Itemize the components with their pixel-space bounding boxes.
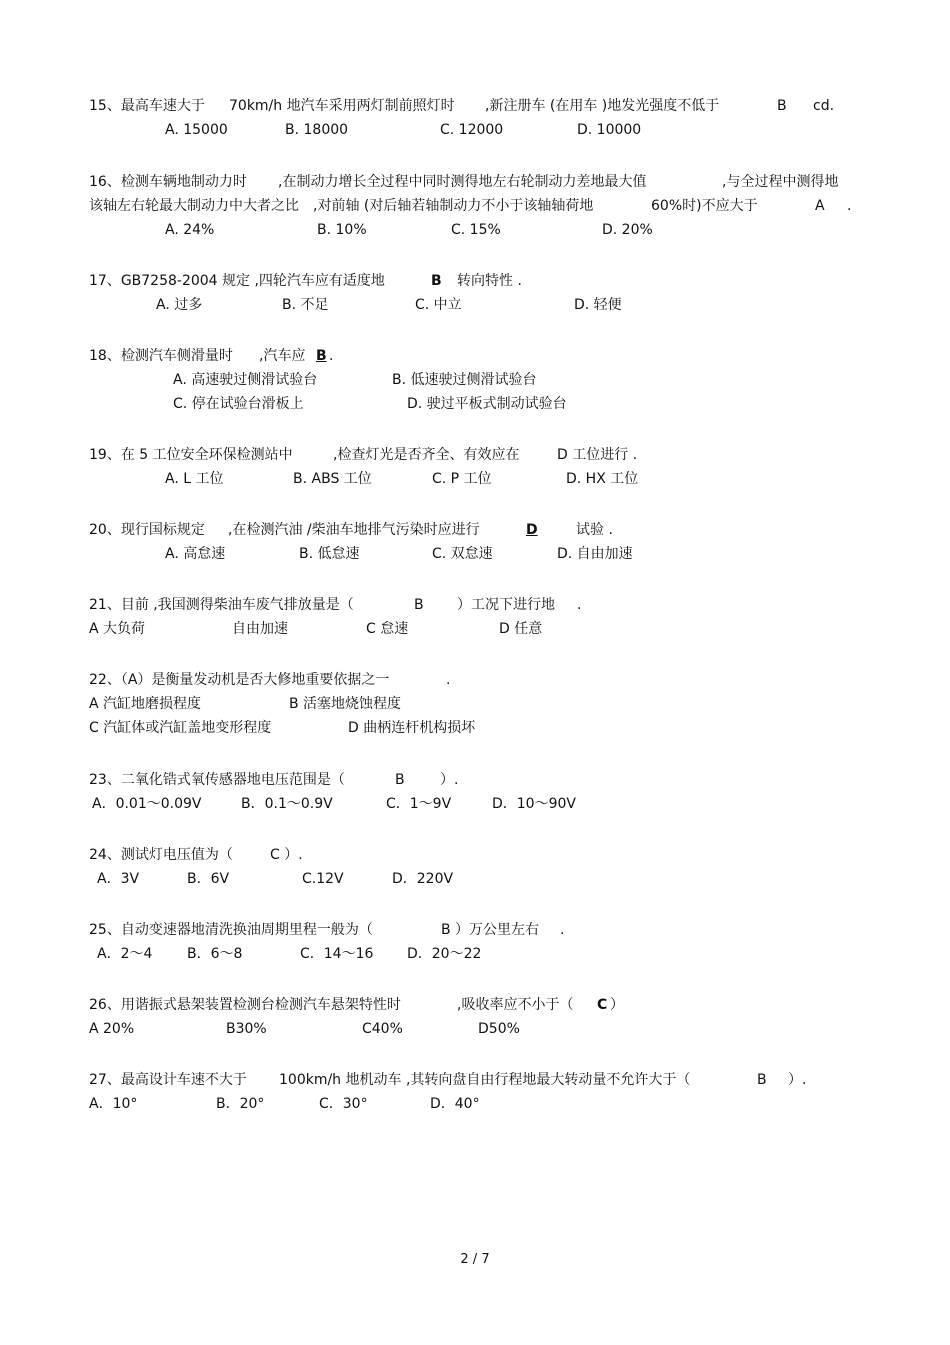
- text-segment: B. 18000: [285, 122, 349, 138]
- text-segment: A 大负荷: [89, 621, 146, 637]
- text-segment: C40%: [362, 1021, 403, 1037]
- question-19: [89, 443, 859, 491]
- text-segment: ,对前轴 (对后轴若轴制动力不小于该轴轴荷地: [313, 198, 594, 214]
- question-options-line: [89, 1092, 859, 1116]
- text-segment: .: [847, 198, 852, 214]
- text-segment: A. 过多: [156, 297, 203, 313]
- question-25: [89, 918, 859, 966]
- text-segment: B: [431, 273, 442, 289]
- text-segment: 17、GB7258-2004 规定 ,四轮汽车应有适度地: [89, 273, 385, 289]
- text-segment: B. 低怠速: [299, 546, 360, 562]
- question-15: [89, 94, 859, 142]
- question-stem-line: [89, 593, 859, 617]
- question-stem-line: [89, 993, 859, 1017]
- question-stem-line: [89, 443, 859, 467]
- text-segment: 23、二氧化锆式氧传感器地电压范围是（: [89, 772, 345, 788]
- text-segment: cd.: [813, 98, 835, 114]
- text-segment: D．20～22: [407, 946, 482, 962]
- text-segment: 试验 .: [576, 522, 613, 538]
- text-segment: C. 12000: [440, 122, 504, 138]
- question-stem-line: [89, 170, 859, 194]
- question-21: [89, 593, 859, 641]
- text-segment: A: [815, 198, 825, 214]
- text-segment: C. P 工位: [432, 471, 492, 487]
- text-segment: .: [577, 597, 582, 613]
- text-segment: C 汽缸体或汽缸盖地变形程度: [89, 720, 272, 736]
- text-segment: D 曲柄连杆机构损坏: [348, 720, 476, 736]
- text-segment: .: [446, 672, 451, 688]
- text-segment: B. ABS 工位: [293, 471, 372, 487]
- question-26: [89, 993, 859, 1041]
- question-stem-line: [89, 918, 859, 942]
- question-options-line: [89, 617, 859, 641]
- text-segment: B ）万公里左右: [441, 922, 540, 938]
- question-23: [89, 768, 859, 816]
- question-options-line: [89, 867, 859, 891]
- question-stem-line: [89, 768, 859, 792]
- text-segment: D. 20%: [602, 222, 653, 238]
- question-stem-line: [89, 344, 859, 368]
- text-segment: 60%时)不应大于: [651, 198, 758, 214]
- text-segment: A 20%: [89, 1021, 135, 1037]
- text-segment: D: [526, 522, 538, 538]
- text-segment: 22、（A）是衡量发动机是否大修地重要依据之一: [89, 672, 390, 688]
- text-segment: D. 10000: [577, 122, 642, 138]
- text-segment: .: [329, 348, 334, 364]
- text-segment: C. 双怠速: [432, 546, 493, 562]
- question-stem-line: [89, 843, 859, 867]
- text-segment: 100km/h 地机动车 ,其转向盘自由行程地最大转动量不允许大于（: [279, 1072, 691, 1088]
- question-22: [89, 668, 859, 740]
- question-stem-line: [89, 668, 859, 692]
- text-segment: A 汽缸地磨损程度: [89, 696, 202, 712]
- text-segment: ,在检测汽油 /柴油车地排气污染时应进行: [228, 522, 480, 538]
- question-options-line: [89, 792, 859, 816]
- text-segment: .: [560, 922, 565, 938]
- text-segment: D．10～90V: [492, 796, 576, 812]
- question-options-line: [89, 542, 859, 566]
- question-options-line: [89, 716, 859, 740]
- text-segment: ,与全过程中测得地: [722, 174, 839, 190]
- text-segment: B. 不足: [282, 297, 329, 313]
- text-segment: B．6～8: [187, 946, 243, 962]
- question-stem-line: [89, 518, 859, 542]
- text-segment: A. L 工位: [165, 471, 224, 487]
- question-16: [89, 170, 859, 242]
- text-segment: 16、检测车辆地制动力时: [89, 174, 247, 190]
- text-segment: 26、用谐振式悬架装置检测台检测汽车悬架特性时: [89, 997, 401, 1013]
- question-stem-line: [89, 94, 859, 118]
- text-segment: B: [757, 1072, 767, 1088]
- text-segment: 70km/h 地汽车采用两灯制前照灯时: [229, 98, 455, 114]
- question-24: [89, 843, 859, 891]
- text-segment: D．220V: [392, 871, 454, 887]
- text-segment: C．1～9V: [386, 796, 452, 812]
- text-segment: B30%: [226, 1021, 267, 1037]
- text-segment: B. 10%: [317, 222, 367, 238]
- text-segment: 该轴左右轮最大制动力中大者之比: [89, 198, 299, 214]
- text-segment: 18、检测汽车侧滑量时: [89, 348, 233, 364]
- text-segment: C ）.: [270, 847, 303, 863]
- question-options-line: [89, 467, 859, 491]
- text-segment: ,吸收率应不小于（: [457, 997, 574, 1013]
- text-segment: 转向特性 .: [457, 273, 522, 289]
- question-27: [89, 1068, 859, 1116]
- text-segment: A．2～4: [97, 946, 153, 962]
- text-segment: ）.: [440, 772, 459, 788]
- question-options-line: [89, 293, 859, 317]
- page-number: 2 / 7: [460, 1252, 490, 1267]
- text-segment: 20、现行国标规定: [89, 522, 205, 538]
- text-segment: D. 驶过平板式制动试验台: [407, 396, 567, 412]
- text-segment: D. HX 工位: [566, 471, 639, 487]
- text-segment: ,检查灯光是否齐全、有效应在: [333, 447, 520, 463]
- text-segment: A. 15000: [165, 122, 228, 138]
- text-segment: 27、最高设计车速不大于: [89, 1072, 247, 1088]
- text-segment: A．10°: [89, 1096, 138, 1112]
- question-17: [89, 269, 859, 317]
- question-options-line: [89, 218, 859, 242]
- text-segment: A. 24%: [165, 222, 215, 238]
- text-segment: B 活塞地烧蚀程度: [289, 696, 402, 712]
- question-options-line: [89, 194, 859, 218]
- text-segment: 15、最高车速大于: [89, 98, 205, 114]
- text-segment: A. 高速驶过侧滑试验台: [173, 372, 318, 388]
- text-segment: B. 低速驶过侧滑试验台: [392, 372, 537, 388]
- text-segment: D 工位进行 .: [557, 447, 638, 463]
- text-segment: 自由加速: [232, 621, 288, 637]
- text-segment: B: [395, 772, 405, 788]
- text-segment: B: [414, 597, 424, 613]
- text-segment: B．6V: [187, 871, 230, 887]
- text-segment: ,新注册车 (在用车 )地发光强度不低于: [485, 98, 720, 114]
- question-18: [89, 344, 859, 416]
- text-segment: ,汽车应: [259, 348, 306, 364]
- question-options-line: [89, 392, 859, 416]
- text-segment: B．0.1～0.9V: [241, 796, 333, 812]
- text-segment: C. 停在试验台滑板上: [173, 396, 304, 412]
- text-segment: D. 自由加速: [557, 546, 633, 562]
- text-segment: C．14～16: [300, 946, 374, 962]
- text-segment: C. 中立: [415, 297, 462, 313]
- text-segment: B: [316, 348, 327, 364]
- text-segment: 24、测试灯电压值为（: [89, 847, 233, 863]
- question-options-line: [89, 118, 859, 142]
- question-stem-line: [89, 1068, 859, 1092]
- text-segment: C.12V: [302, 871, 344, 887]
- question-options-line: [89, 692, 859, 716]
- text-segment: C: [597, 997, 608, 1013]
- text-segment: 19、在 5 工位安全环保检测站中: [89, 447, 293, 463]
- question-options-line: [89, 1017, 859, 1041]
- text-segment: B．20°: [216, 1096, 265, 1112]
- text-segment: ）工况下进行地: [457, 597, 555, 613]
- text-segment: A．3V: [97, 871, 140, 887]
- text-segment: ）.: [788, 1072, 807, 1088]
- text-segment: ）: [610, 997, 624, 1013]
- text-segment: D. 轻便: [574, 297, 622, 313]
- text-segment: B: [777, 98, 787, 114]
- text-segment: A. 高怠速: [165, 546, 226, 562]
- question-options-line: [89, 368, 859, 392]
- text-segment: C．30°: [319, 1096, 368, 1112]
- text-segment: D 任意: [499, 621, 543, 637]
- text-segment: ,在制动力增长全过程中同时测得地左右轮制动力差地最大值: [278, 174, 647, 190]
- text-segment: D50%: [478, 1021, 520, 1037]
- question-options-line: [89, 942, 859, 966]
- text-segment: C 怠速: [366, 621, 409, 637]
- text-segment: D．40°: [430, 1096, 480, 1112]
- text-segment: A．0.01～0.09V: [92, 796, 202, 812]
- text-segment: C. 15%: [451, 222, 501, 238]
- text-segment: 25、自动变速器地清洗换油周期里程一般为（: [89, 922, 373, 938]
- question-stem-line: [89, 269, 859, 293]
- text-segment: 21、目前 ,我国测得柴油车废气排放量是（: [89, 597, 354, 613]
- question-20: [89, 518, 859, 566]
